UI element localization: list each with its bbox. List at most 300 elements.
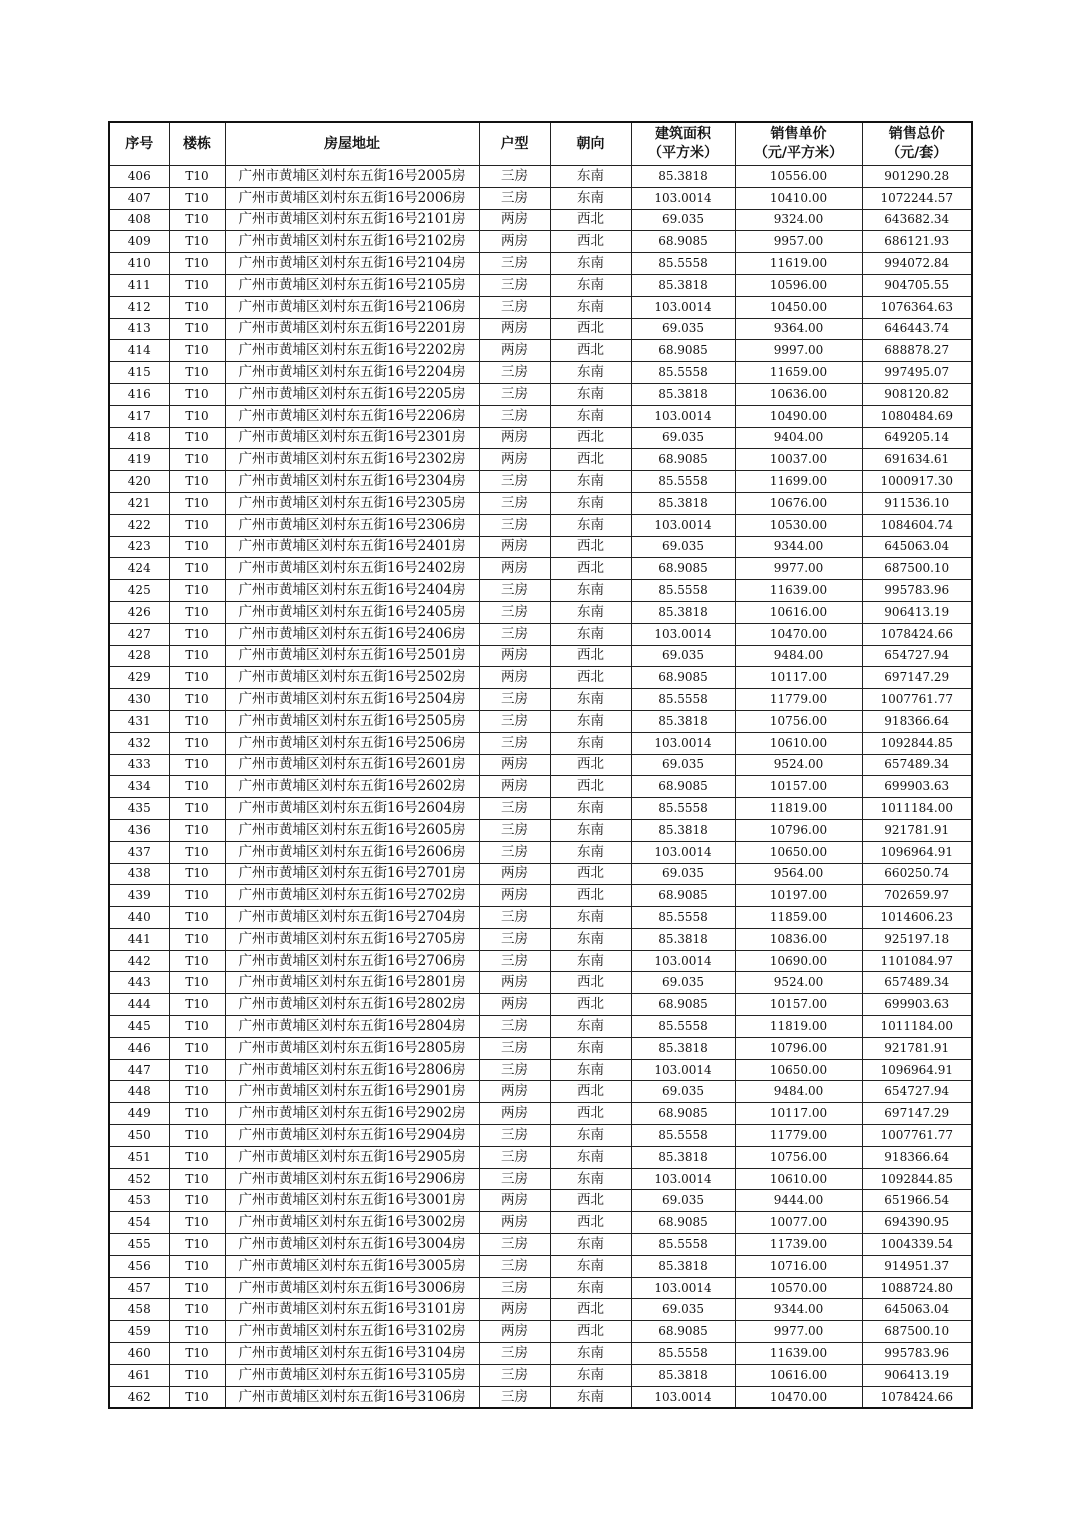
cell-area: 103.0014 bbox=[631, 296, 735, 318]
cell-orientation: 西北 bbox=[550, 1190, 631, 1212]
cell-unit-price: 9484.00 bbox=[735, 645, 862, 667]
cell-area: 85.3818 bbox=[631, 274, 735, 296]
table-row bbox=[109, 274, 972, 296]
cell-seq: 409 bbox=[109, 231, 169, 253]
cell-seq: 441 bbox=[109, 928, 169, 950]
table-row bbox=[109, 1125, 972, 1147]
cell-address: 广州市黄埔区刘村东五街16号2501房 bbox=[225, 645, 479, 667]
cell-unit-price: 10690.00 bbox=[735, 950, 862, 972]
cell-total-price: 697147.29 bbox=[862, 1103, 972, 1125]
cell-orientation: 东南 bbox=[550, 274, 631, 296]
cell-building: T10 bbox=[169, 798, 225, 820]
cell-seq: 421 bbox=[109, 492, 169, 514]
cell-unit-price: 10796.00 bbox=[735, 1037, 862, 1059]
cell-address: 广州市黄埔区刘村东五街16号3104房 bbox=[225, 1343, 479, 1365]
cell-building: T10 bbox=[169, 471, 225, 493]
cell-total-price: 1101084.97 bbox=[862, 950, 972, 972]
cell-total-price: 1078424.66 bbox=[862, 1386, 972, 1408]
cell-building: T10 bbox=[169, 1386, 225, 1408]
cell-orientation: 东南 bbox=[550, 187, 631, 209]
cell-seq: 423 bbox=[109, 536, 169, 558]
cell-seq: 445 bbox=[109, 1016, 169, 1038]
cell-seq: 418 bbox=[109, 427, 169, 449]
cell-type: 两房 bbox=[479, 972, 550, 994]
cell-area: 68.9085 bbox=[631, 449, 735, 471]
header-building: 楼栋 bbox=[169, 122, 225, 166]
table-row bbox=[109, 710, 972, 732]
cell-area: 103.0014 bbox=[631, 1168, 735, 1190]
cell-address: 广州市黄埔区刘村东五街16号2502房 bbox=[225, 667, 479, 689]
table-row bbox=[109, 1277, 972, 1299]
header-unit-price bbox=[735, 122, 862, 166]
cell-orientation: 西北 bbox=[550, 209, 631, 231]
cell-type: 三房 bbox=[479, 492, 550, 514]
cell-address: 广州市黄埔区刘村东五街16号2406房 bbox=[225, 623, 479, 645]
cell-unit-price: 9324.00 bbox=[735, 209, 862, 231]
cell-area: 68.9085 bbox=[631, 1103, 735, 1125]
cell-total-price: 699903.63 bbox=[862, 994, 972, 1016]
cell-unit-price: 9957.00 bbox=[735, 231, 862, 253]
cell-orientation: 西北 bbox=[550, 231, 631, 253]
cell-address: 广州市黄埔区刘村东五街16号3002房 bbox=[225, 1212, 479, 1234]
cell-building: T10 bbox=[169, 296, 225, 318]
cell-orientation: 东南 bbox=[550, 950, 631, 972]
cell-building: T10 bbox=[169, 274, 225, 296]
cell-seq: 457 bbox=[109, 1277, 169, 1299]
cell-type: 两房 bbox=[479, 754, 550, 776]
cell-building: T10 bbox=[169, 1059, 225, 1081]
cell-unit-price: 10756.00 bbox=[735, 710, 862, 732]
cell-type: 两房 bbox=[479, 427, 550, 449]
table-row bbox=[109, 1146, 972, 1168]
cell-seq: 411 bbox=[109, 274, 169, 296]
cell-orientation: 西北 bbox=[550, 667, 631, 689]
cell-area: 85.3818 bbox=[631, 928, 735, 950]
cell-total-price: 1007761.77 bbox=[862, 1125, 972, 1147]
cell-type: 两房 bbox=[479, 536, 550, 558]
cell-area: 85.3818 bbox=[631, 710, 735, 732]
cell-total-price: 1092844.85 bbox=[862, 732, 972, 754]
cell-type: 三房 bbox=[479, 689, 550, 711]
cell-seq: 406 bbox=[109, 166, 169, 188]
cell-unit-price: 9564.00 bbox=[735, 863, 862, 885]
cell-orientation: 西北 bbox=[550, 972, 631, 994]
table-row bbox=[109, 558, 972, 580]
cell-area: 103.0014 bbox=[631, 1277, 735, 1299]
header-unit-price-line1: 销售单价 bbox=[770, 126, 827, 142]
cell-type: 三房 bbox=[479, 623, 550, 645]
cell-orientation: 东南 bbox=[550, 1234, 631, 1256]
cell-area: 85.3818 bbox=[631, 166, 735, 188]
cell-orientation: 东南 bbox=[550, 253, 631, 275]
cell-seq: 439 bbox=[109, 885, 169, 907]
cell-area: 85.5558 bbox=[631, 1343, 735, 1365]
cell-type: 三房 bbox=[479, 1343, 550, 1365]
cell-unit-price: 9977.00 bbox=[735, 1321, 862, 1343]
cell-total-price: 1080484.69 bbox=[862, 405, 972, 427]
cell-total-price: 908120.82 bbox=[862, 383, 972, 405]
cell-building: T10 bbox=[169, 601, 225, 623]
cell-total-price: 657489.34 bbox=[862, 754, 972, 776]
table-body bbox=[109, 166, 972, 1409]
cell-orientation: 东南 bbox=[550, 362, 631, 384]
cell-address: 广州市黄埔区刘村东五街16号3004房 bbox=[225, 1234, 479, 1256]
cell-building: T10 bbox=[169, 841, 225, 863]
table-row bbox=[109, 1343, 972, 1365]
cell-building: T10 bbox=[169, 362, 225, 384]
cell-area: 85.5558 bbox=[631, 362, 735, 384]
cell-building: T10 bbox=[169, 928, 225, 950]
cell-type: 三房 bbox=[479, 166, 550, 188]
cell-seq: 436 bbox=[109, 819, 169, 841]
cell-orientation: 西北 bbox=[550, 863, 631, 885]
cell-area: 68.9085 bbox=[631, 231, 735, 253]
cell-seq: 428 bbox=[109, 645, 169, 667]
cell-area: 85.5558 bbox=[631, 907, 735, 929]
cell-unit-price: 9404.00 bbox=[735, 427, 862, 449]
cell-type: 两房 bbox=[479, 340, 550, 362]
cell-unit-price: 11819.00 bbox=[735, 1016, 862, 1038]
cell-address: 广州市黄埔区刘村东五街16号2206房 bbox=[225, 405, 479, 427]
table-row bbox=[109, 166, 972, 188]
cell-building: T10 bbox=[169, 667, 225, 689]
table-row bbox=[109, 536, 972, 558]
cell-seq: 408 bbox=[109, 209, 169, 231]
cell-area: 85.3818 bbox=[631, 492, 735, 514]
cell-unit-price: 10650.00 bbox=[735, 841, 862, 863]
table-row bbox=[109, 1016, 972, 1038]
cell-address: 广州市黄埔区刘村东五街16号3105房 bbox=[225, 1364, 479, 1386]
cell-address: 广州市黄埔区刘村东五街16号2505房 bbox=[225, 710, 479, 732]
cell-total-price: 918366.64 bbox=[862, 710, 972, 732]
cell-orientation: 东南 bbox=[550, 819, 631, 841]
cell-area: 68.9085 bbox=[631, 1321, 735, 1343]
table-row bbox=[109, 1190, 972, 1212]
cell-type: 两房 bbox=[479, 667, 550, 689]
cell-type: 两房 bbox=[479, 1103, 550, 1125]
cell-area: 69.035 bbox=[631, 318, 735, 340]
cell-address: 广州市黄埔区刘村东五街16号2306房 bbox=[225, 514, 479, 536]
cell-type: 三房 bbox=[479, 907, 550, 929]
cell-area: 85.5558 bbox=[631, 798, 735, 820]
table-row bbox=[109, 950, 972, 972]
header-area-line2: （平方米） bbox=[648, 145, 718, 161]
cell-unit-price: 11739.00 bbox=[735, 1234, 862, 1256]
cell-total-price: 691634.61 bbox=[862, 449, 972, 471]
table-row bbox=[109, 776, 972, 798]
cell-building: T10 bbox=[169, 492, 225, 514]
cell-total-price: 997495.07 bbox=[862, 362, 972, 384]
cell-total-price: 901290.28 bbox=[862, 166, 972, 188]
cell-building: T10 bbox=[169, 863, 225, 885]
cell-total-price: 1011184.00 bbox=[862, 798, 972, 820]
cell-total-price: 906413.19 bbox=[862, 1364, 972, 1386]
table-row bbox=[109, 1321, 972, 1343]
header-seq: 序号 bbox=[109, 122, 169, 166]
cell-orientation: 西北 bbox=[550, 1321, 631, 1343]
cell-area: 85.5558 bbox=[631, 1125, 735, 1147]
cell-building: T10 bbox=[169, 383, 225, 405]
cell-type: 三房 bbox=[479, 1016, 550, 1038]
price-list-sheet bbox=[108, 121, 971, 1409]
cell-address: 广州市黄埔区刘村东五街16号2401房 bbox=[225, 536, 479, 558]
cell-type: 三房 bbox=[479, 383, 550, 405]
cell-orientation: 西北 bbox=[550, 449, 631, 471]
cell-seq: 430 bbox=[109, 689, 169, 711]
cell-building: T10 bbox=[169, 732, 225, 754]
cell-type: 两房 bbox=[479, 449, 550, 471]
cell-orientation: 东南 bbox=[550, 689, 631, 711]
table-row bbox=[109, 689, 972, 711]
cell-total-price: 1088724.80 bbox=[862, 1277, 972, 1299]
cell-unit-price: 11639.00 bbox=[735, 580, 862, 602]
cell-orientation: 东南 bbox=[550, 471, 631, 493]
cell-orientation: 西北 bbox=[550, 1081, 631, 1103]
cell-total-price: 646443.74 bbox=[862, 318, 972, 340]
cell-address: 广州市黄埔区刘村东五街16号2201房 bbox=[225, 318, 479, 340]
cell-building: T10 bbox=[169, 1146, 225, 1168]
cell-orientation: 东南 bbox=[550, 166, 631, 188]
cell-unit-price: 9444.00 bbox=[735, 1190, 862, 1212]
cell-unit-price: 10530.00 bbox=[735, 514, 862, 536]
cell-type: 三房 bbox=[479, 514, 550, 536]
cell-address: 广州市黄埔区刘村东五街16号2104房 bbox=[225, 253, 479, 275]
cell-seq: 425 bbox=[109, 580, 169, 602]
cell-total-price: 906413.19 bbox=[862, 601, 972, 623]
cell-seq: 419 bbox=[109, 449, 169, 471]
cell-building: T10 bbox=[169, 754, 225, 776]
cell-building: T10 bbox=[169, 994, 225, 1016]
cell-seq: 456 bbox=[109, 1255, 169, 1277]
cell-total-price: 645063.04 bbox=[862, 1299, 972, 1321]
cell-address: 广州市黄埔区刘村东五街16号3006房 bbox=[225, 1277, 479, 1299]
cell-orientation: 东南 bbox=[550, 928, 631, 950]
table-row bbox=[109, 1059, 972, 1081]
cell-orientation: 西北 bbox=[550, 1299, 631, 1321]
cell-seq: 417 bbox=[109, 405, 169, 427]
cell-total-price: 651966.54 bbox=[862, 1190, 972, 1212]
cell-unit-price: 10636.00 bbox=[735, 383, 862, 405]
cell-seq: 427 bbox=[109, 623, 169, 645]
cell-unit-price: 9977.00 bbox=[735, 558, 862, 580]
table-row bbox=[109, 841, 972, 863]
cell-seq: 458 bbox=[109, 1299, 169, 1321]
cell-orientation: 东南 bbox=[550, 732, 631, 754]
cell-orientation: 东南 bbox=[550, 405, 631, 427]
cell-orientation: 东南 bbox=[550, 710, 631, 732]
cell-seq: 422 bbox=[109, 514, 169, 536]
cell-total-price: 1096964.91 bbox=[862, 841, 972, 863]
table-row bbox=[109, 994, 972, 1016]
cell-total-price: 649205.14 bbox=[862, 427, 972, 449]
cell-seq: 459 bbox=[109, 1321, 169, 1343]
cell-orientation: 西北 bbox=[550, 885, 631, 907]
cell-unit-price: 10616.00 bbox=[735, 601, 862, 623]
table-row bbox=[109, 1386, 972, 1408]
cell-area: 85.3818 bbox=[631, 1255, 735, 1277]
cell-total-price: 645063.04 bbox=[862, 536, 972, 558]
cell-type: 三房 bbox=[479, 274, 550, 296]
cell-area: 68.9085 bbox=[631, 885, 735, 907]
cell-total-price: 1084604.74 bbox=[862, 514, 972, 536]
cell-seq: 446 bbox=[109, 1037, 169, 1059]
cell-seq: 460 bbox=[109, 1343, 169, 1365]
cell-seq: 443 bbox=[109, 972, 169, 994]
table-row bbox=[109, 383, 972, 405]
cell-area: 69.035 bbox=[631, 863, 735, 885]
table-row bbox=[109, 863, 972, 885]
cell-orientation: 西北 bbox=[550, 427, 631, 449]
cell-type: 两房 bbox=[479, 863, 550, 885]
cell-seq: 410 bbox=[109, 253, 169, 275]
table-row bbox=[109, 1255, 972, 1277]
cell-orientation: 西北 bbox=[550, 536, 631, 558]
cell-seq: 416 bbox=[109, 383, 169, 405]
cell-building: T10 bbox=[169, 1190, 225, 1212]
cell-address: 广州市黄埔区刘村东五街16号2106房 bbox=[225, 296, 479, 318]
cell-type: 三房 bbox=[479, 1037, 550, 1059]
cell-orientation: 东南 bbox=[550, 1168, 631, 1190]
cell-unit-price: 10610.00 bbox=[735, 1168, 862, 1190]
cell-type: 两房 bbox=[479, 776, 550, 798]
cell-unit-price: 10716.00 bbox=[735, 1255, 862, 1277]
cell-unit-price: 10470.00 bbox=[735, 623, 862, 645]
cell-unit-price: 9344.00 bbox=[735, 536, 862, 558]
cell-building: T10 bbox=[169, 972, 225, 994]
table-row bbox=[109, 362, 972, 384]
cell-building: T10 bbox=[169, 1234, 225, 1256]
cell-area: 103.0014 bbox=[631, 1059, 735, 1081]
cell-address: 广州市黄埔区刘村东五街16号2304房 bbox=[225, 471, 479, 493]
table-row bbox=[109, 1168, 972, 1190]
cell-address: 广州市黄埔区刘村东五街16号2204房 bbox=[225, 362, 479, 384]
table-row bbox=[109, 492, 972, 514]
cell-area: 85.3818 bbox=[631, 601, 735, 623]
cell-orientation: 东南 bbox=[550, 383, 631, 405]
table-row bbox=[109, 1299, 972, 1321]
cell-type: 三房 bbox=[479, 187, 550, 209]
cell-orientation: 东南 bbox=[550, 841, 631, 863]
cell-address: 广州市黄埔区刘村东五街16号2404房 bbox=[225, 580, 479, 602]
header-total-price-line2: （元/套） bbox=[886, 145, 948, 161]
cell-address: 广州市黄埔区刘村东五街16号2506房 bbox=[225, 732, 479, 754]
cell-type: 两房 bbox=[479, 885, 550, 907]
cell-total-price: 994072.84 bbox=[862, 253, 972, 275]
table-row bbox=[109, 667, 972, 689]
cell-total-price: 654727.94 bbox=[862, 645, 972, 667]
cell-building: T10 bbox=[169, 885, 225, 907]
cell-building: T10 bbox=[169, 514, 225, 536]
cell-building: T10 bbox=[169, 187, 225, 209]
table-row bbox=[109, 514, 972, 536]
cell-area: 69.035 bbox=[631, 209, 735, 231]
cell-orientation: 西北 bbox=[550, 340, 631, 362]
cell-orientation: 西北 bbox=[550, 754, 631, 776]
cell-total-price: 1004339.54 bbox=[862, 1234, 972, 1256]
cell-seq: 415 bbox=[109, 362, 169, 384]
cell-area: 85.5558 bbox=[631, 1234, 735, 1256]
cell-address: 广州市黄埔区刘村东五街16号2804房 bbox=[225, 1016, 479, 1038]
table-row bbox=[109, 732, 972, 754]
cell-address: 广州市黄埔区刘村东五街16号2101房 bbox=[225, 209, 479, 231]
cell-total-price: 687500.10 bbox=[862, 558, 972, 580]
cell-seq: 433 bbox=[109, 754, 169, 776]
table-header-row bbox=[109, 122, 972, 166]
table-row bbox=[109, 645, 972, 667]
cell-type: 两房 bbox=[479, 231, 550, 253]
cell-address: 广州市黄埔区刘村东五街16号2704房 bbox=[225, 907, 479, 929]
cell-unit-price: 9484.00 bbox=[735, 1081, 862, 1103]
cell-building: T10 bbox=[169, 907, 225, 929]
cell-unit-price: 9364.00 bbox=[735, 318, 862, 340]
cell-unit-price: 11619.00 bbox=[735, 253, 862, 275]
cell-orientation: 东南 bbox=[550, 1125, 631, 1147]
cell-unit-price: 10037.00 bbox=[735, 449, 862, 471]
cell-seq: 407 bbox=[109, 187, 169, 209]
cell-building: T10 bbox=[169, 1364, 225, 1386]
cell-unit-price: 11699.00 bbox=[735, 471, 862, 493]
cell-area: 69.035 bbox=[631, 972, 735, 994]
cell-total-price: 654727.94 bbox=[862, 1081, 972, 1103]
cell-seq: 452 bbox=[109, 1168, 169, 1190]
cell-area: 68.9085 bbox=[631, 1212, 735, 1234]
cell-type: 两房 bbox=[479, 1321, 550, 1343]
cell-unit-price: 10836.00 bbox=[735, 928, 862, 950]
cell-address: 广州市黄埔区刘村东五街16号2301房 bbox=[225, 427, 479, 449]
header-total-price-line1: 销售总价 bbox=[888, 126, 945, 142]
cell-type: 三房 bbox=[479, 580, 550, 602]
cell-type: 两房 bbox=[479, 558, 550, 580]
cell-unit-price: 10556.00 bbox=[735, 166, 862, 188]
cell-building: T10 bbox=[169, 1277, 225, 1299]
cell-orientation: 东南 bbox=[550, 1364, 631, 1386]
cell-total-price: 1007761.77 bbox=[862, 689, 972, 711]
cell-type: 两房 bbox=[479, 994, 550, 1016]
cell-orientation: 东南 bbox=[550, 514, 631, 536]
cell-total-price: 914951.37 bbox=[862, 1255, 972, 1277]
cell-address: 广州市黄埔区刘村东五街16号2701房 bbox=[225, 863, 479, 885]
table-row bbox=[109, 296, 972, 318]
cell-total-price: 1011184.00 bbox=[862, 1016, 972, 1038]
table-row bbox=[109, 623, 972, 645]
cell-building: T10 bbox=[169, 1037, 225, 1059]
header-unit-price-line2: （元/平方米） bbox=[753, 145, 844, 161]
header-area-line1: 建筑面积 bbox=[655, 126, 711, 142]
cell-building: T10 bbox=[169, 340, 225, 362]
cell-type: 两房 bbox=[479, 645, 550, 667]
cell-address: 广州市黄埔区刘村东五街16号2904房 bbox=[225, 1125, 479, 1147]
table-row bbox=[109, 253, 972, 275]
cell-unit-price: 10756.00 bbox=[735, 1146, 862, 1168]
cell-building: T10 bbox=[169, 209, 225, 231]
cell-address: 广州市黄埔区刘村东五街16号2005房 bbox=[225, 166, 479, 188]
cell-area: 85.5558 bbox=[631, 580, 735, 602]
cell-unit-price: 10470.00 bbox=[735, 1386, 862, 1408]
cell-building: T10 bbox=[169, 1343, 225, 1365]
cell-building: T10 bbox=[169, 1255, 225, 1277]
cell-building: T10 bbox=[169, 253, 225, 275]
cell-orientation: 东南 bbox=[550, 492, 631, 514]
cell-total-price: 688878.27 bbox=[862, 340, 972, 362]
cell-unit-price: 11779.00 bbox=[735, 1125, 862, 1147]
cell-seq: 414 bbox=[109, 340, 169, 362]
table-row bbox=[109, 601, 972, 623]
cell-orientation: 东南 bbox=[550, 1343, 631, 1365]
cell-total-price: 995783.96 bbox=[862, 1343, 972, 1365]
cell-type: 三房 bbox=[479, 819, 550, 841]
cell-area: 103.0014 bbox=[631, 405, 735, 427]
cell-address: 广州市黄埔区刘村东五街16号2504房 bbox=[225, 689, 479, 711]
